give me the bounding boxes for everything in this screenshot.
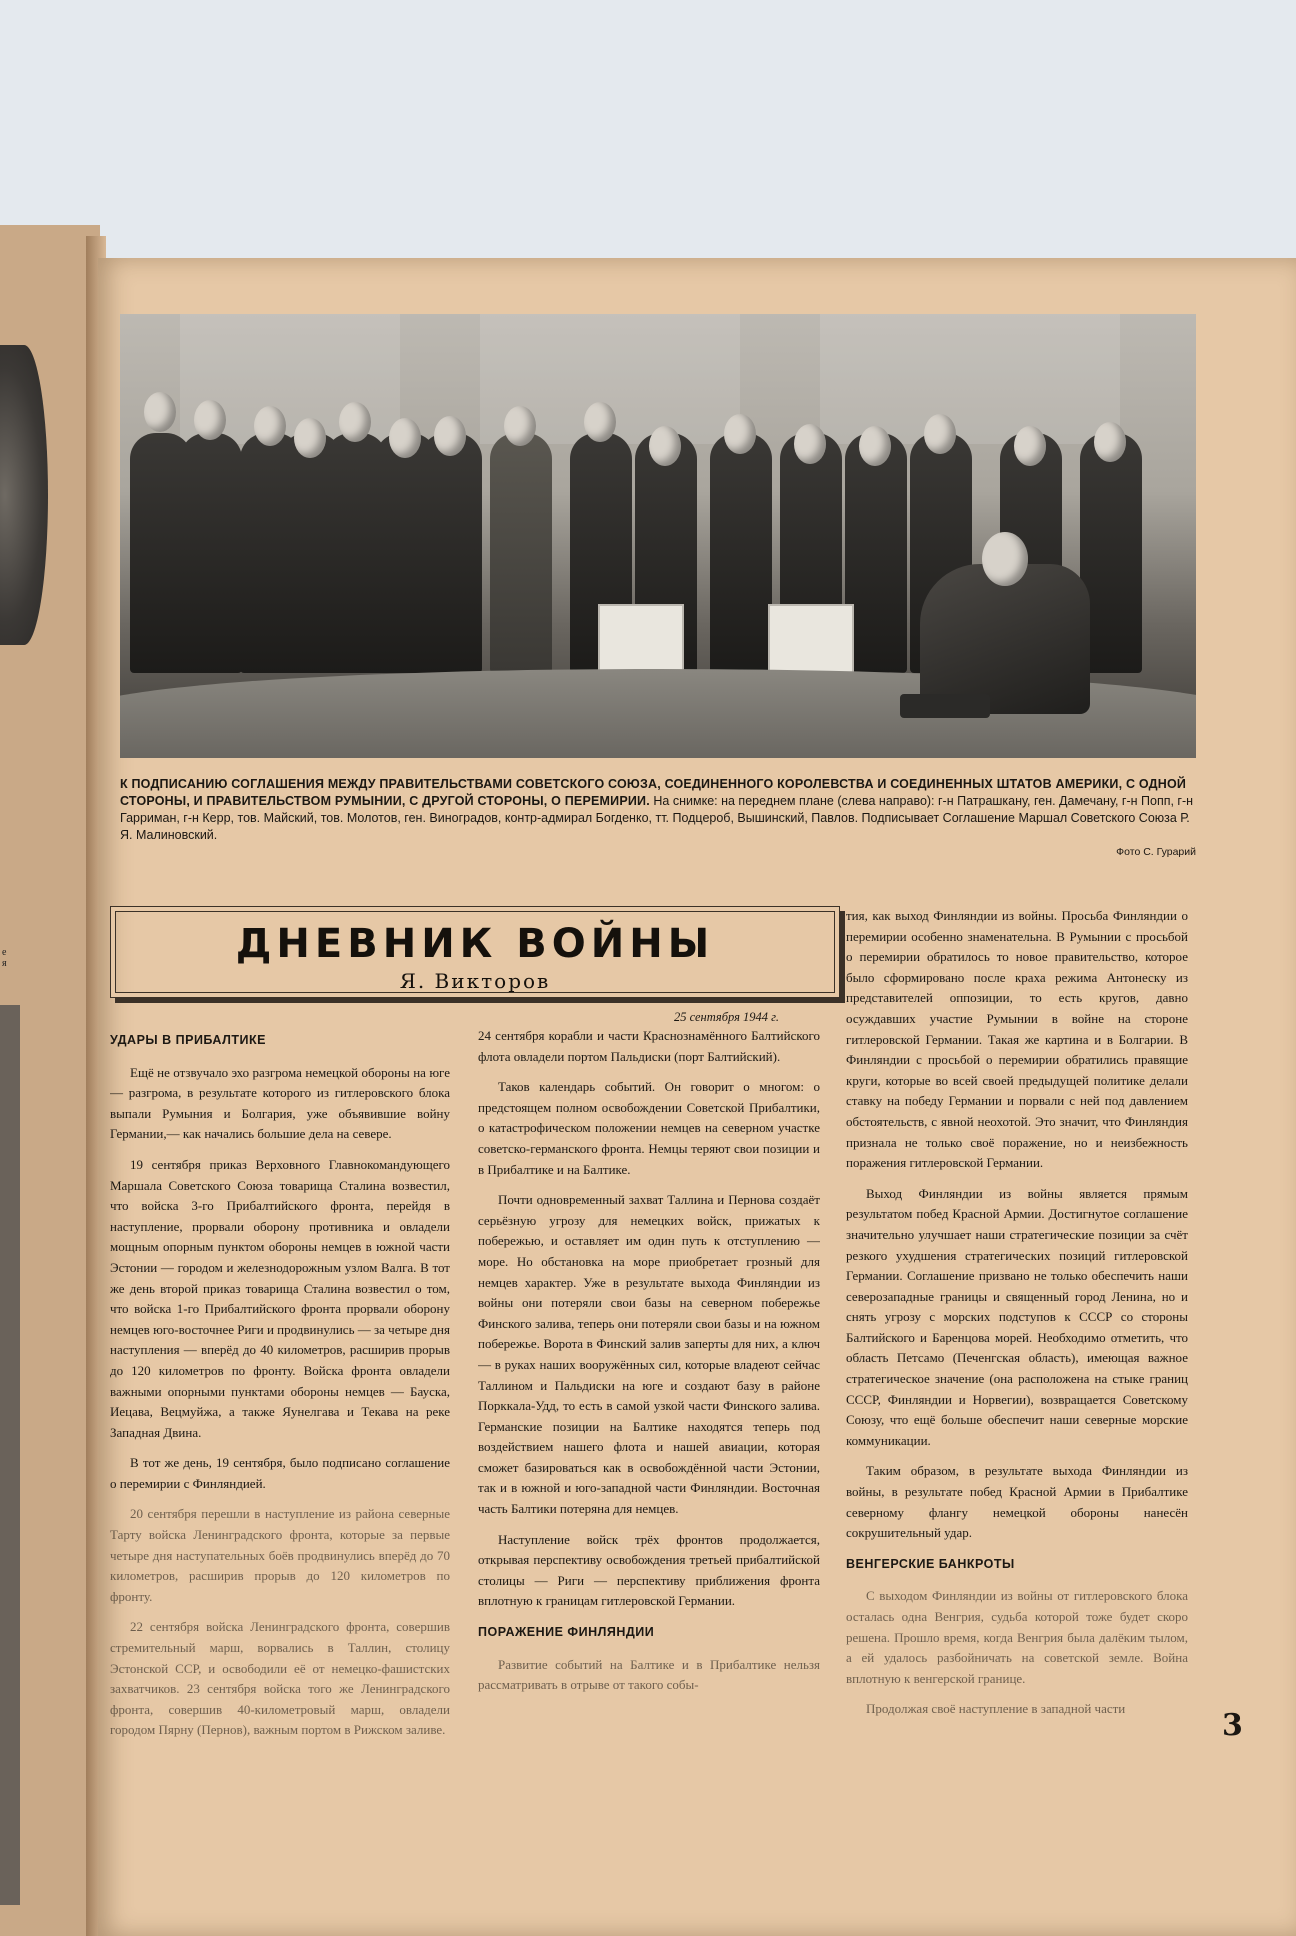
- adjacent-page-text: е я: [2, 947, 7, 969]
- paragraph: Развитие событий на Балтике и в Прибалтике нельзя рассматривать в отрыве от такого собы-: [478, 1656, 820, 1693]
- paragraph: 22 сентября войска Ленинградского фронта, совершив стремительный марш, ворвались в Таллин, столицу Эстонской ССР, и освободили её от немецко-фашистских захватчиков. 23 сентября войска того же Ленинградского фронта, совершив 40-километровый марш, овладели городом Пярну (Пернов), важным портом в Рижском заливе.: [110, 1619, 450, 1738]
- paragraph: Продолжая своё наступление в западной части: [866, 1701, 1126, 1717]
- magazine-page: [98, 258, 1296, 1936]
- paragraph: 20 сентября перешли в наступление из района северные Тарту войска Ленинградского фронта, которые за первые четыре дня наступательных боёв продвинулись вперёд до 70 километров, расширив прорыв до 120 километров по фронту.: [110, 1506, 450, 1604]
- paragraph: В тот же день, 19 сентября, было подписано соглашение о перемирии с Финляндией.: [110, 1455, 450, 1491]
- photo-caption: [120, 776, 1196, 858]
- section-heading: ПОРАЖЕНИЕ ФИНЛЯНДИИ: [478, 1625, 655, 1640]
- column-2: [478, 1026, 820, 1906]
- paragraph: Наступление войск трёх фронтов продолжается, открывая перспективу освобождения третьей прибалтийской столицы — Риги — перспективу приближения фронта вплотную к границам гитлеровской Германии.: [478, 1531, 820, 1609]
- section-heading: УДАРЫ В ПРИБАЛТИКЕ: [110, 1033, 266, 1047]
- adjacent-left-page: [0, 225, 100, 1936]
- adjacent-page-photo: [0, 345, 48, 645]
- paragraph: С выходом Финляндии из войны от гитлеровского блока осталась одна Венгрия, судьба которой тоже будет скоро решена. Прошло время, когда Венгрия была далёким тылом, а ей удалось разбойничать на советской земле. Война вплотную к венгерской границе.: [846, 1588, 1188, 1686]
- paragraph: Почти одновременный захват Таллина и Пернова создаёт серьёзную угрозу для немецких войск, прижатых к побережью, и оставляет им один путь к отступлению — море. Но обстановка на море приобретает грозный для немцев характер. Уже в результате выхода Финляндии из войны они потеряли свои базы на северном побережье Финского залива, теперь они потеряли свои базы и на южном побережье. Ворота в Финский залив заперты для них, а ключ — в руках наших вооружённых сил, которые владеют сейчас Таллином и Пальдиски на юге и создают базу в районе Порккала-Удд, то есть в самой узкой части Финского залива. Германские позиции на Балтике находятся теперь под воздействием нашего флота и нашей авиации, которая сможет базироваться как в освобождённой части Эстонии, так и в южной и юго-западной части Финляндии. Восточная часть Балтики потеряна для немцев.: [478, 1192, 820, 1517]
- section-heading: ВЕНГЕРСКИЕ БАНКРОТЫ: [846, 1556, 1015, 1571]
- paragraph: тия, как выход Финляндии из войны. Просьба Финляндии о перемирии особенно знаменательна. В Румынии с просьбой о перемирии обратилось то новое правительство, которое было сформировано после краха режима Антонеску из представителей оппозиции, то есть кругов, давно осуждавших участие Румынии в войне на стороне гитлеровской Германии. Такая же картина и в Болгарии. В Финляндии с просьбой о перемирии обратились правящие круги, которые во всей своей предыдущей политике делали ставку на победу Германии и порвали с ней под давлением обстоятельств, с явной неохотой. Это значит, что Финляндия признала не только своё поражение, но и неизбежность поражения гитлеровской Германии.: [846, 908, 1188, 1171]
- article-date: 25 сентября 1944 г.: [674, 1010, 780, 1024]
- paragraph: Ещё не отзвучало эхо разгрома немецкой обороны на юге — разгрома, в результате которого из гитлеровского блока выпали Румыния и Болгария, уже объявившие войну Германии,— как начались большие дела на севере.: [110, 1064, 450, 1142]
- paragraph: Таков календарь событий. Он говорит о многом: о предстоящем полном освобождении Советской Прибалтики, о катастрофическом положении немцев на северном участке советско-германского фронта. Немцы теряют свои позиции и в Прибалтике и на Балтике.: [478, 1079, 820, 1177]
- caption-headline: К ПОДПИСАНИЮ СОГЛАШЕНИЯ МЕЖДУ ПРАВИТЕЛЬСТВАМИ СОВЕТСКОГО СОЮЗА, СОЕДИНЕННОГО КОРОЛЕВСТВА И СОЕДИНЕННЫХ ШТАТОВ АМЕРИКИ, С ОДНОЙ СТОРОНЫ, И ПРАВИТЕЛЬСТВОМ РУМЫНИИ, С ДРУГОЙ СТОРОНЫ, О ПЕРЕМИРИИ.: [120, 777, 1187, 808]
- column-3: [846, 906, 1188, 1910]
- adjacent-page-photo-lower: [0, 1005, 20, 1905]
- paragraph: Выход Финляндии из войны является прямым результатом побед Красной Армии. Достигнутое соглашение значительно улучшает наши стратегические позиции за счёт резкого ухудшения стратегических позиций гитлеровской Германии. Соглашение призвано не только обеспечить наши северозападные границы и священный город Ленина, но и снять угрозу с морских подступов к СССР со стороны Балтийского и Баренцова морей. Необходимо отметить, что область Петсамо (Печенгская область), имеющая важное стратегическое значение (она расположена на стыке границ СССР, Финляндии и Норвегии), возвращается Советскому Союзу, что ещё больше обеспечит наши северные морские коммуникации.: [846, 1185, 1188, 1448]
- inkstand: [900, 694, 990, 718]
- caption-details: На снимке: на переднем плане (слева направо): г-н Патрашкану, ген. Дамечану, г-н Попп, г-н Гарриман, г-н Керр, тов. Майский, тов. Молотов, ген. Виноградов, контр-адмирал Богденко, тт. Подцероб, Вышинский, Павлов. Подписывает Соглашение Маршал Советского Союза Р. Я. Малиновский.: [120, 794, 1194, 842]
- column-1: [110, 1030, 450, 1910]
- page-number: 3: [1222, 1708, 1243, 1743]
- paragraph: Таким образом, в результате выхода Финляндии из войны, в результате побед Красной Армии в Прибалтике северному флангу немецкой обороны нанесён сокрушительный удар.: [846, 1463, 1188, 1541]
- article-title-box: [110, 906, 840, 998]
- paragraph: 24 сентября корабли и части Краснознамённого Балтийского флота овладели портом Пальдиски (порт Балтийский).: [478, 1028, 820, 1064]
- paragraph: 19 сентября приказ Верховного Главнокомандующего Маршала Советского Союза товарища Сталина возвестил, что войска 3-го Прибалтийского фронта, перейдя в наступление, прорвали оборону противника и овладели мощным опорным пунктом обороны немцев в южной части Эстонии — городом и железнодорожным узлом Валга. В тот же день второй приказ товарища Сталина возвестил о том, что войска 1-го Прибалтийского фронта прорвали оборону немцев юго-восточнее Риги и продвинулись — за четыре дня наступления — вперёд до 40 километров, расширив прорыв до 120 километров по фронту. Войска фронта овладели важными опорными пунктами обороны немцев — Бауска, Иецава, Вецмуйжа, а также Яунелгава и Текава на реке Западная Двина.: [110, 1156, 450, 1440]
- signing-figure: [920, 564, 1090, 714]
- article-title: ДНЕВНИК ВОЙНЫ: [235, 921, 715, 967]
- article-author: Я. Викторов: [399, 969, 551, 993]
- photo-credit: Фото С. Гурарий: [1116, 846, 1196, 858]
- signing-ceremony-photo: [120, 314, 1196, 758]
